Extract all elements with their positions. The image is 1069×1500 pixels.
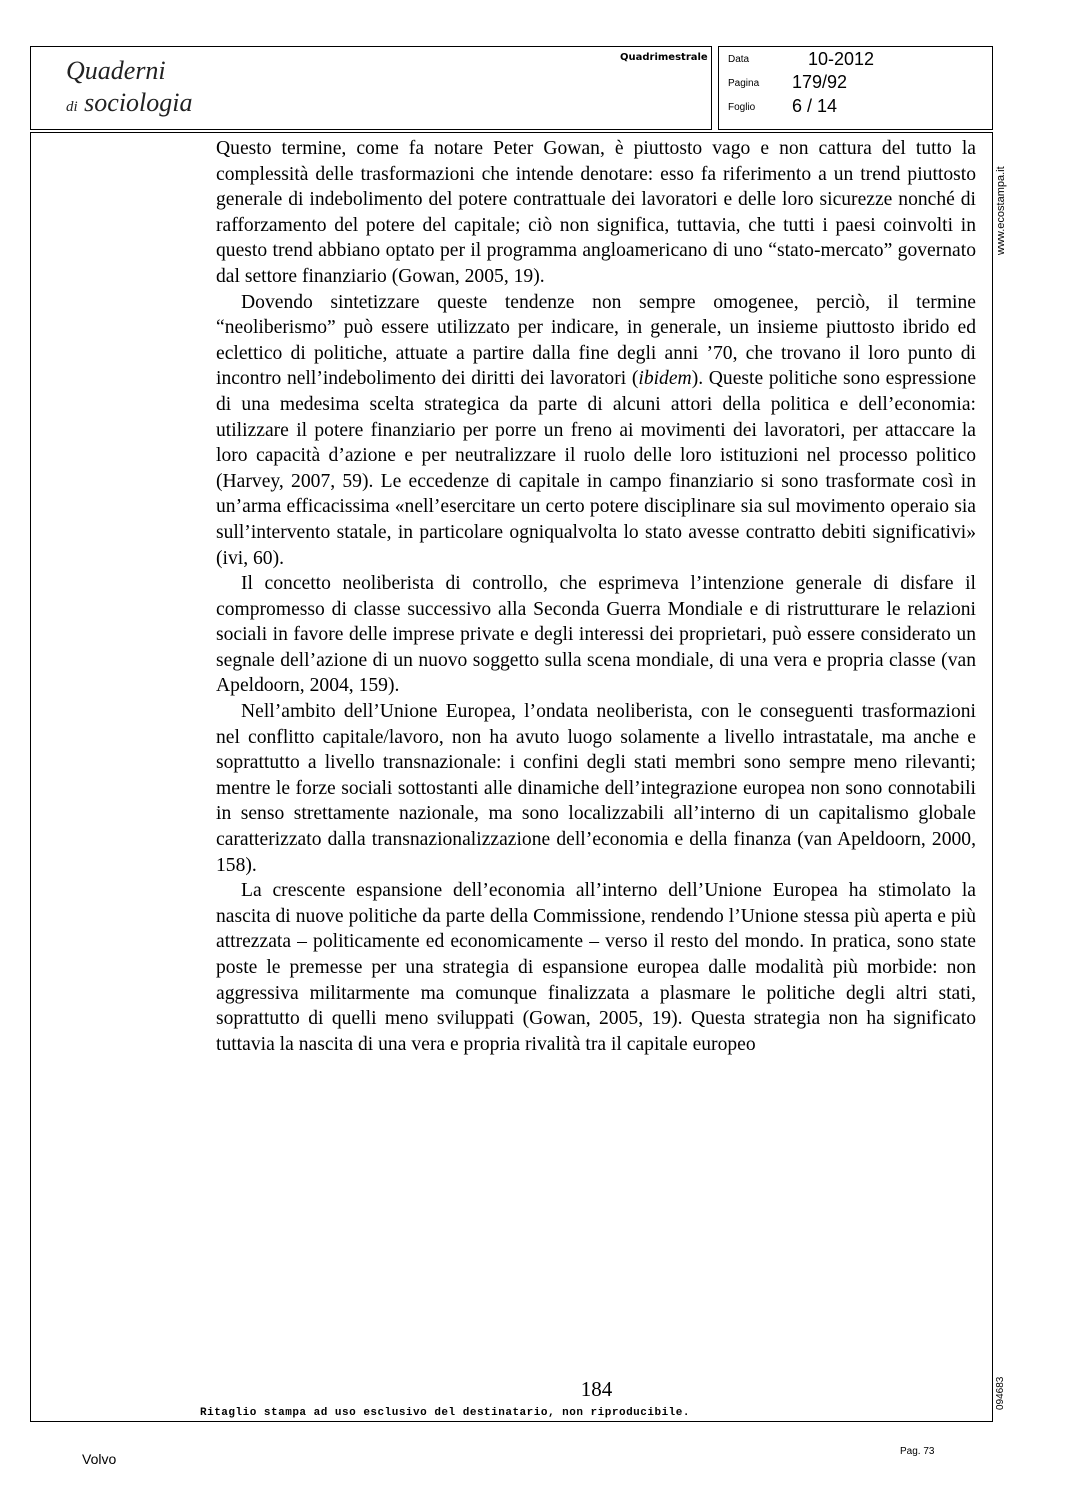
page-number: 184	[580, 1377, 613, 1401]
side-code: 094683	[995, 1376, 1006, 1410]
logo-di: di	[66, 99, 78, 115]
page-label: Pagina	[728, 78, 760, 89]
paragraph: Nell’ambito dell’Unione Europea, l’ondata neoliberista, con le conseguenti trasformazioni nel conflitto capitale/lavoro, non ha avuto luogo solamente a livello intrastatale, ma anche e soprattutto a livello transnazionale: i confini degli stati membri sono sempre meno rilevanti; mentre le forze sociali sottostanti alle dinamiche dell’integrazione europea non sono connotabili in senso strettamente nazionale, ma sono localizzabili all’interno di un capitalismo globale caratterizzato dalla transnazionalizzazione dell’economia e della finanza (van Apeldoorn, 2000, 158).	[216, 701, 976, 876]
logo-sociologia-word: sociologia	[84, 88, 193, 117]
paragraph: La crescente espansione dell’economia all’interno dell’Unione Europea ha stimolato la nascita di nuove politiche da parte della Commissione, rendendo l’Unione stessa più aperta e più attrezzata – politicamente ed economicamente – verso il resto del mondo. In pratica, sono state poste le premesse per una strategia di espansione europea dalle modalità più morbide: non aggressiva militarmente ma comunque finalizzata a plasmare le politiche degli altri stati, soprattutto di quelli meno sviluppati (Gowan, 2005, 19). Questa strategia non ha significato tuttavia la nascita di una vera e propria rivalità tra il capitale europeo	[216, 880, 976, 1055]
side-website: www.ecostampa.it	[995, 166, 1007, 255]
footer-notice: Ritaglio stampa ad uso esclusivo del destinatario, non riproducibile.	[200, 1407, 690, 1419]
client-name: Volvo	[82, 1451, 117, 1467]
logo-quaderni: Quaderni	[66, 56, 166, 85]
paragraph: Dovendo sintetizzare queste tendenze non sempre omogenee, perciò, il termine “neoliberismo” può essere utilizzato per indicare, in generale, un insieme piuttosto ibrido ed eclettico di politiche, attuate a partire dalla fine degli anni ’70, che trovano il loro punto di incontro nell’indebolimento dei diritti dei lavoratori (ibidem). Queste politiche sono espressione di una medesima scelta strategica da parte di alcuni attori della politica e dell’economia: utilizzare il potere finanziario per porre un freno ai movimenti dei lavoratori, per attaccare la loro capacità d’azione e per neutralizzare il ruolo delle loro istituzioni nel processo politico (Harvey, 2007, 59). Le eccedenze di capitale in campo finanziario si sono trasformate così in un’arma efficacissima «nell’esercitare un certo potere disciplinare sia sul movimento operaio sia sull’intervento statale, in particolare ogniqualvolta lo stato avesse contratto debiti significativi» (ivi, 60).	[216, 291, 977, 569]
sheet-label: Foglio	[728, 102, 756, 113]
date-label: Data	[728, 54, 750, 65]
logo-sociologia	[66, 88, 193, 118]
page-value: 179/92	[792, 72, 848, 92]
paragraph: Questo termine, come fa notare Peter Gowan, è piuttosto vago e non cattura del tutto la complessità delle trasformazioni che intende denotare: esso fa riferimento a un trend piuttosto generale di indebolimento del potere contrattuale dei lavoratori e delle loro sicurezze nonché di rafforzamento del potere del capitale; ciò non significa, tuttavia, che tutti i paesi coinvolti in questo trend abbiano optato per il programma angloamericano di uno “stato-mercato” governato dal settore finanziario (Gowan, 2005, 19).	[216, 138, 976, 287]
pag-number: Pag. 73	[900, 1446, 935, 1457]
sheet-value: 6 / 14	[792, 96, 838, 116]
paragraph: Il concetto neoliberista di controllo, che esprimeva l’intenzione generale di disfare il compromesso di classe successivo alla Seconda Guerra Mondiale e di ristrutturare le relazioni sociali in favore delle imprese private e degli interessi dei proprietari, può essere considerato un segnale dell’azione di un nuovo soggetto sulla scena mondiale, di una vera e propria classe (van Apeldoorn, 2004, 159).	[216, 573, 976, 697]
date-value: 10-2012	[808, 49, 875, 69]
article-body	[216, 136, 976, 1057]
frequency-label: Quadrimestrale	[620, 52, 708, 63]
